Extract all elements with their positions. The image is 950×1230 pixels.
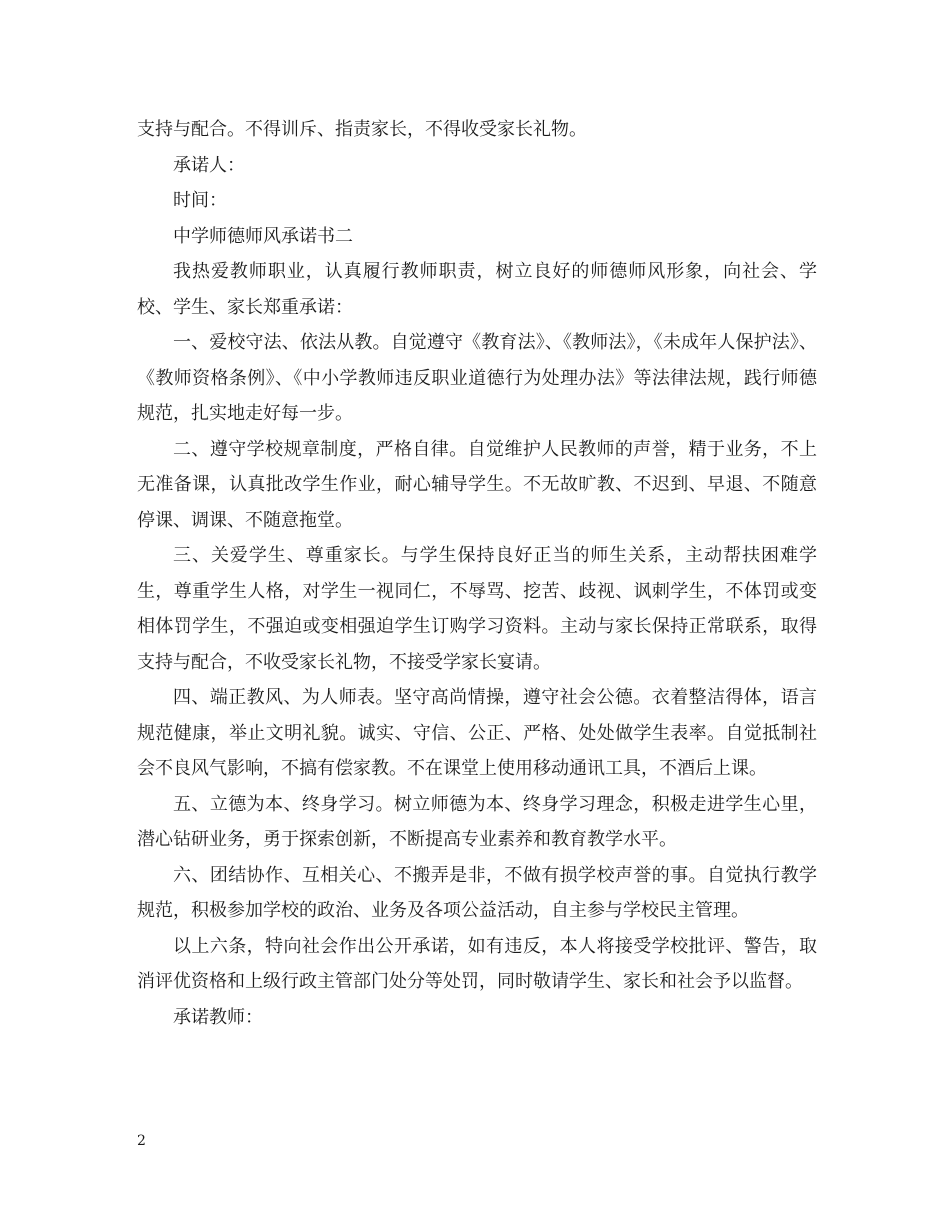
paragraph-item-2: 二、遵守学校规章制度，严格自律。自觉维护人民教师的声誉，精于业务，不上无准备课，认真批改学生作业，耐心辅导学生。不无故旷教、不迟到、早退、不随意停课、调课、不随意拖堂。 [137, 438, 817, 531]
section-title: 中学师德师风承诺书二 [173, 225, 353, 247]
paragraph-time-line: 时间： [173, 190, 227, 211]
document-body [137, 112, 817, 1035]
paragraph-item-4: 四、端正教风、为人师表。坚守高尚情操，遵守社会公德。衣着整洁得体，语言规范健康，举止文明礼貌。诚实、守信、公正、严格、处处做学生表率。自觉抵制社会不良风气影响，不搞有偿家教。不在课堂上使用移动通讯工具，不酒后上课。 [137, 687, 817, 779]
paragraph-continuation: 支持与配合。不得训斥、指责家长，不得收受家长礼物。 [137, 119, 587, 140]
paragraph-item-5: 五、立德为本、终身学习。树立师德为本、终身学习理念，积极走进学生心里，潜心钻研业务，勇于探索创新，不断提高专业素养和教育教学水平。 [137, 793, 817, 850]
paragraph-intro: 我热爱教师职业，认真履行教师职责，树立良好的师德师风形象，向社会、学校、学生、家长郑重承诺： [137, 261, 817, 318]
paragraph-item-6: 六、团结协作、互相关心、不搬弄是非，不做有损学校声誉的事。自觉执行教学规范，积极参加学校的政治、业务及各项公益活动，自主参与学校民主管理。 [137, 864, 817, 921]
paragraph-teacher-signature: 承诺教师： [173, 1006, 263, 1028]
paragraph-item-3: 三、关爱学生、尊重家长。与学生保持良好正当的师生关系，主动帮扶困难学生，尊重学生人格，对学生一视同仁，不辱骂、挖苦、歧视、讽刺学生，不体罚或变相体罚学生，不强迫或变相强迫学生订购学习资料。主动与家长保持正常联系，取得支持与配合，不收受家长礼物，不接受学家长宴请。 [137, 545, 817, 673]
paragraph-item-1: 一、爱校守法、依法从教。自觉遵守《教育法》、《教师法》，《未成年人保护法》、《教师资格条例》、《中小学教师违反职业道德行为处理办法》等法律法规，践行师德规范，扎实地走好每一步。 [137, 332, 817, 424]
page-number: 2 [137, 1133, 146, 1149]
paragraph-promiser-line: 承诺人： [173, 154, 245, 176]
paragraph-conclusion: 以上六条，特向社会作出公开承诺，如有违反，本人将接受学校批评、警告，取消评优资格和上级行政主管部门处分等处罚，同时敬请学生、家长和社会予以监督。 [137, 935, 817, 992]
